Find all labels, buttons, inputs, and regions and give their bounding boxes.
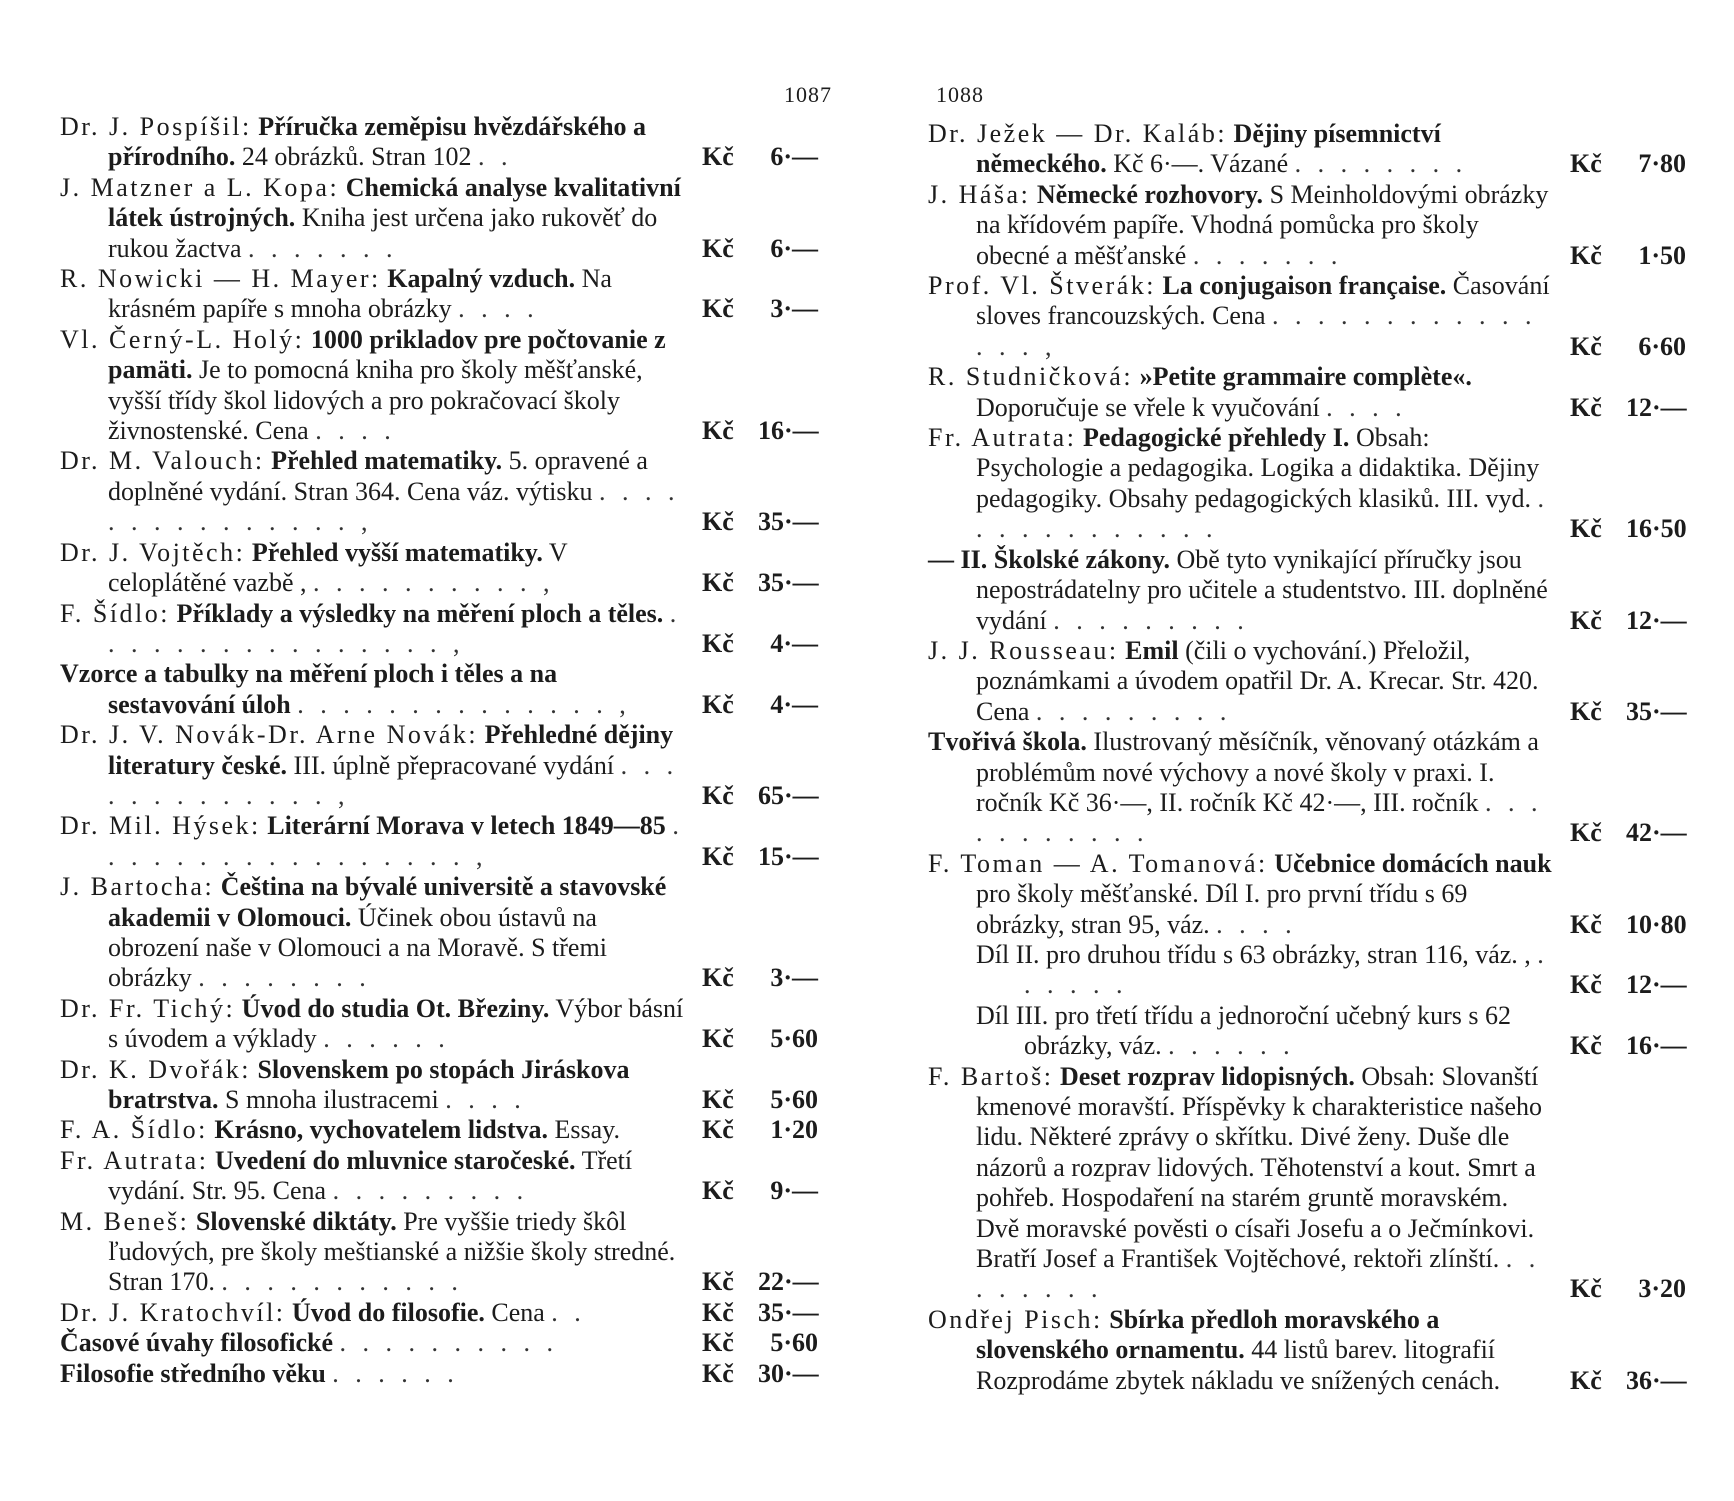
entry-description: S mnoha ilustracemi [224, 1085, 439, 1114]
catalog-entry [60, 173, 820, 264]
entry-author: Fr. Autrata: [60, 1145, 209, 1175]
entry-title: Časové úvahy filosofické [60, 1328, 333, 1358]
entry-price [702, 1359, 820, 1389]
entry-description: Kniha jest určena jako rukověť do rukou žactva [108, 203, 658, 263]
entry-leader-dots: . . . . . . . . . [332, 1176, 529, 1206]
currency-label: Kč [1570, 331, 1602, 361]
entry-description: Na krásném papíře s mnoha obrázky [108, 264, 612, 324]
entry-description: Výbor básní s úvodem a výklady [108, 993, 684, 1054]
price-amount: 1·20 [770, 1115, 818, 1145]
entry-price [702, 781, 820, 811]
entry-author: Ondřej Pisch: [928, 1304, 1103, 1334]
entry-title: Přehled vyšší matematiky. [251, 537, 543, 567]
entry-price [1570, 241, 1688, 271]
entry-leader-dots: . . . . . . [1024, 939, 1549, 1000]
catalog-entry [60, 112, 820, 173]
currency-label: Kč [702, 507, 734, 537]
entry-title: Příklady a výsledky na měření ploch a těles. [176, 598, 664, 628]
currency-label: Kč [1570, 240, 1602, 270]
entry-description: pro školy měšťanské. Díl I. pro první třídu s 69 obrázky, stran 95, váz. [976, 879, 1468, 939]
currency-label: Kč [702, 1267, 734, 1297]
catalog-entry [928, 1305, 1688, 1396]
entry-title: 1000 prikladov pre počtovanie z pamäti. [108, 324, 666, 385]
catalog-entry [928, 545, 1688, 636]
entry-author: J. Háša: [928, 179, 1031, 209]
entry-title: Dějiny písemnictví německého. [976, 119, 1441, 179]
currency-label: Kč [1570, 696, 1602, 726]
price-amount: 35·— [758, 507, 819, 537]
entry-description: 24 obrázků. Stran 102 [241, 142, 472, 172]
price-amount: 6·60 [1638, 331, 1686, 361]
price-amount: 9·— [770, 1176, 818, 1206]
catalog-entry [60, 538, 820, 599]
entry-title: Čeština na bývalé universitě a stavovské akademii v Olomouci. [108, 872, 667, 932]
entry-leader-dots: . . . . . . . [248, 233, 398, 263]
entry-price [1570, 606, 1688, 636]
entry-description: Obě tyto vynikající příručky jsou nepostrádatelny pro učitele a studentstvo. III. doplněné vydání [976, 544, 1548, 635]
entry-description: S Meinholdovými obrázky na křídovém papíře. Vhodná pomůcka pro školy obecné a měšťanské [976, 179, 1549, 270]
catalog-entry [928, 1062, 1688, 1305]
price-amount: 4·— [770, 628, 818, 658]
currency-label: Kč [702, 628, 734, 658]
catalog-entry [928, 271, 1688, 362]
entry-description: Třetí vydání. Str. 95. Cena [108, 1145, 633, 1206]
entry-leader-dots: . . . . . . . . [1294, 149, 1468, 179]
price-amount: 12·— [1626, 392, 1687, 422]
catalog-entry [928, 940, 1688, 1001]
entry-price [1570, 1031, 1688, 1061]
entry-price [702, 963, 820, 993]
page-number: 1088 [936, 82, 984, 107]
currency-label: Kč [1570, 605, 1602, 635]
entry-leader-dots: . . . . [1326, 392, 1407, 422]
entry-author: F. Šídlo: [60, 598, 171, 628]
catalog-entry [60, 325, 820, 447]
entry-title: Tvořivá škola. [928, 727, 1087, 757]
entry-price [702, 1115, 820, 1145]
entry-title: Pedagogické přehledy I. [1082, 423, 1350, 453]
entry-author: J. J. Rousseau: [928, 635, 1119, 665]
entry-title: Přehledné dějiny literatury české. [108, 720, 674, 780]
entry-description: Pre vyššie triedy škôl ľudových, pre školy meštianské a nižšie školy stredné. Stran 170. [108, 1206, 676, 1297]
entry-author: Dr. J. Kratochvíl: [60, 1297, 286, 1327]
entry-leader-dots: . . . . . . . . . . . . . , [108, 750, 679, 810]
currency-label: Kč [1570, 1031, 1602, 1061]
entry-price [702, 842, 820, 872]
currency-label: Kč [702, 416, 734, 446]
catalog-entry [60, 994, 820, 1055]
entry-leader-dots: . . . . [1216, 909, 1297, 939]
entry-author: J. Matzner a L. Kopa: [60, 172, 340, 202]
price-amount: 6·— [770, 142, 818, 172]
price-amount: 12·— [1626, 605, 1687, 635]
entry-description: Essay. [554, 1115, 620, 1145]
entry-author: Dr. Mil. Hýsek: [60, 811, 261, 841]
catalog-entry [60, 1055, 820, 1116]
catalog-list [60, 112, 820, 1389]
entry-price [702, 234, 820, 264]
entry-title: Úvod do filosofie. [292, 1297, 485, 1327]
entry-title: La conjugaison française. [1162, 271, 1447, 301]
entry-price [702, 1267, 820, 1297]
entry-price [702, 1085, 820, 1115]
entry-title: Emil [1125, 635, 1179, 665]
entry-leader-dots: . . . . . . . . . . . . . . . , [108, 476, 680, 537]
currency-label: Kč [1570, 970, 1602, 1000]
entry-title: Učebnice domácích nauk [1274, 848, 1552, 878]
entry-description: Je to pomocná kniha pro školy měšťanské, vyšší třídy škol lidových a pro pokračovací školy živnostenské. Cena [108, 355, 643, 446]
entry-description: Obsah: Psychologie a pedagogika. Logika a didaktika. Dějiny pedagogiky. Obsahy pedagogických klasiků. III. vyd. [976, 423, 1540, 513]
entry-leader-dots: . . . . . . . . . . . . . . . . , [108, 598, 682, 658]
price-amount: 35·— [758, 1297, 819, 1327]
catalog-entry [928, 362, 1688, 423]
catalog-entry [60, 1115, 820, 1145]
price-amount: 3·— [770, 294, 818, 324]
entry-title: Literární Morava v letech 1849—85 [267, 811, 666, 841]
entry-author: Vl. Černý-L. Holý: [60, 324, 305, 354]
price-amount: 16·— [758, 416, 819, 446]
entry-leader-dots: . . [478, 142, 513, 172]
price-amount: 16·— [1626, 1031, 1687, 1061]
entry-description: Účinek obou ústavů na obrození naše v Olomouci a na Moravě. S třemi obrázky [108, 902, 607, 993]
catalog-entry [928, 1001, 1688, 1062]
currency-label: Kč [1570, 1365, 1602, 1395]
entry-author: Dr. K. Dvořák: [60, 1054, 251, 1084]
currency-label: Kč [1570, 149, 1602, 179]
entry-price [1570, 1274, 1688, 1304]
price-amount: 3·— [770, 963, 818, 993]
entry-leader-dots: . . . . . . . . . . . [976, 787, 1543, 848]
entry-description: Časování sloves francouzských. Cena [976, 271, 1550, 331]
currency-label: Kč [702, 1297, 734, 1327]
catalog-entry [928, 119, 1688, 180]
entry-title: Chemická analyse kvalitativní látek ústrojných. [108, 172, 681, 233]
entry-title: Slovenskem po stopách Jiráskova bratrstva. [108, 1054, 630, 1114]
currency-label: Kč [702, 142, 734, 172]
entry-author: R. Studničková: [928, 362, 1134, 392]
price-amount: 35·— [758, 568, 819, 598]
catalog-entry [60, 720, 820, 811]
catalog-entry [928, 849, 1688, 940]
currency-label: Kč [1570, 818, 1602, 848]
entry-leader-dots: . . . . [458, 294, 539, 324]
price-amount: 65·— [758, 780, 819, 810]
catalog-entry [928, 727, 1688, 849]
entry-leader-dots: . . . . . . [1168, 1031, 1295, 1061]
entry-leader-dots: . . . . . . . . . . , [313, 568, 555, 598]
entry-author: M. Beneš: [60, 1206, 190, 1236]
entry-author: Dr. Ježek — Dr. Kaláb: [928, 119, 1228, 148]
price-amount: 3·20 [1638, 1274, 1686, 1304]
entry-price [1570, 970, 1688, 1000]
catalog-entry [60, 811, 820, 872]
entry-leader-dots: . . . . . . . . [198, 963, 371, 993]
entry-description: 44 listů barev. litografií Rozprodáme zbytek nákladu ve snížených cenách. [976, 1335, 1501, 1395]
entry-price [702, 507, 820, 537]
entry-price [1570, 332, 1688, 362]
catalog-entry [60, 599, 820, 660]
entry-author: Dr. J. V. Novák-Dr. Arne Novák: [60, 720, 479, 750]
currency-label: Kč [1570, 909, 1602, 939]
entry-author: Fr. Autrata: [928, 423, 1077, 453]
currency-label: Kč [702, 1024, 734, 1054]
entry-leader-dots: . . . . . . . . . . . . [976, 483, 1550, 544]
entry-description: III. úplně přepracované vydání [293, 750, 615, 780]
currency-label: Kč [702, 1328, 734, 1358]
entry-title: Slovenské diktáty. [195, 1206, 397, 1236]
price-amount: 22·— [758, 1267, 819, 1297]
entry-author: J. Bartocha: [60, 872, 215, 902]
entry-description: Doporučuje se vřele k vyučování [976, 392, 1320, 422]
entry-price [1570, 697, 1688, 727]
currency-label: Kč [702, 1085, 734, 1114]
currency-label: Kč [702, 841, 734, 871]
entry-leader-dots: . . . . . . [323, 1024, 450, 1054]
currency-label: Kč [702, 963, 734, 993]
entry-description: Obsah: Slovanští kmenové moravští. Příspěvky k charakteristice našeho lidu. Některé zprávy o skřítku. Divé ženy. Duše dle názorů a rozprav lidových. Těhotenství a kout. Smrt a pohřeb. Hospodaření na starém gruntě moravském. Dvě moravské pověsti o císaři Josefu a o Ječmínkovi. Bratří Josef a František Vojtěchové, rektoři zlínští. [976, 1061, 1543, 1274]
entry-leader-dots: . . . . [315, 416, 396, 446]
currency-label: Kč [1570, 514, 1602, 544]
entry-price [702, 568, 820, 598]
currency-label: Kč [702, 1115, 734, 1145]
entry-description: Díl II. pro druhou třídu s 63 obrázky, stran 116, váz. , [976, 939, 1531, 969]
catalog-entry [60, 446, 820, 537]
entry-description: Kč 6·—. Vázané [1113, 149, 1289, 179]
entry-title: Filosofie středního věku [60, 1358, 326, 1388]
entry-leader-dots: . . . . . . . . . . [339, 1328, 558, 1358]
entry-author: F. Toman — A. Tomanová: [928, 848, 1268, 878]
currency-label: Kč [702, 233, 734, 263]
currency-label: Kč [702, 1176, 734, 1206]
entry-description: V celoplátěné vazbě , [108, 537, 568, 598]
price-amount: 16·50 [1626, 514, 1687, 544]
catalog-list [928, 119, 1688, 1396]
entry-author: Dr. J. Pospíšil: [60, 112, 252, 141]
entry-price [702, 690, 820, 720]
price-amount: 6·— [770, 233, 818, 263]
entry-price [1570, 1366, 1688, 1396]
entry-description: 5. opravené a doplněné vydání. Stran 364. Cena váz. výtisku [108, 446, 648, 506]
entry-title: Německé rozhovory. [1036, 179, 1264, 209]
entry-author: Prof. Vl. Štverák: [928, 271, 1156, 301]
currency-label: Kč [1570, 392, 1602, 422]
entry-title: Kapalný vzduch. [387, 264, 576, 294]
entry-author: F. Bartoš: [928, 1061, 1054, 1091]
entry-description: Ilustrovaný měsíčník, věnovaný otázkám a problémům nové výchovy a nové školy v praxi. I. ročník Kč 36·—, II. ročník Kč 42·—, III. ročník [976, 727, 1539, 817]
entry-price [1570, 514, 1688, 544]
entry-leader-dots: . . . . . . . . . . . . . . . . . , [108, 811, 684, 871]
catalog-entry [60, 1298, 820, 1328]
price-amount: 10·80 [1626, 909, 1687, 939]
entry-title: Vzorce a tabulky na měření ploch i těles a na sestavování úloh [60, 659, 558, 719]
catalog-entry [60, 659, 820, 720]
price-amount: 30·— [758, 1358, 819, 1388]
catalog-entry [928, 423, 1688, 545]
entry-title: Úvod do studia Ot. Březiny. [241, 993, 550, 1023]
entry-leader-dots: . . [551, 1297, 586, 1327]
entry-leader-dots: . . . . . . [332, 1358, 459, 1388]
price-amount: 5·60 [770, 1085, 818, 1114]
entry-leader-dots: . . . . . . . [1192, 240, 1343, 270]
entry-price [1570, 393, 1688, 423]
entry-title: »Petite grammaire complète«. [1139, 362, 1472, 392]
entry-price [702, 294, 820, 324]
entry-price [702, 1298, 820, 1328]
entry-price [702, 142, 820, 172]
catalog-entry [928, 636, 1688, 727]
entry-description: Cena [491, 1297, 545, 1327]
entry-leader-dots: . . . . . . . . . . . . . . , [297, 689, 631, 719]
currency-label: Kč [702, 294, 734, 324]
entry-leader-dots: . . . . . . . . . . . . . . . , [976, 301, 1537, 361]
entry-price [1570, 818, 1688, 848]
entry-description: Díl III. pro třetí třídu a jednoroční učebný kurs s 62 obrázky, váz. [976, 1000, 1512, 1061]
catalog-entry [60, 1359, 820, 1389]
price-amount: 1·50 [1638, 240, 1686, 270]
entry-leader-dots: . . . . . . . . . [1053, 605, 1249, 635]
entry-leader-dots: . . . . . . . . [976, 1244, 1541, 1304]
entry-author: Dr. Fr. Tichý: [60, 993, 236, 1023]
entry-price [702, 629, 820, 659]
entry-title: — II. Školské zákony. [928, 544, 1171, 574]
currency-label: Kč [702, 1358, 734, 1388]
catalog-entry [928, 180, 1688, 271]
price-amount: 12·— [1626, 970, 1687, 1000]
currency-label: Kč [702, 689, 734, 719]
entry-price [702, 416, 820, 446]
entry-author: F. A. Šídlo: [60, 1115, 208, 1145]
price-amount: 15·— [758, 841, 819, 871]
entry-price [702, 1176, 820, 1206]
catalog-entry [60, 1146, 820, 1207]
page-number: 1087 [784, 82, 832, 107]
currency-label: Kč [1570, 1274, 1602, 1304]
currency-label: Kč [702, 780, 734, 810]
entry-title: Sbírka předloh moravského a slovenského ornamentu. [976, 1304, 1440, 1365]
price-amount: 5·60 [770, 1024, 818, 1054]
price-amount: 42·— [1626, 818, 1687, 848]
catalog-entry [60, 1328, 820, 1358]
entry-leader-dots: . . . . . . . . . [1035, 696, 1232, 726]
entry-price [1570, 149, 1688, 179]
price-amount: 7·80 [1638, 149, 1686, 179]
entry-title: Přehled matematiky. [271, 446, 503, 476]
currency-label: Kč [702, 568, 734, 598]
catalog-entry [60, 872, 820, 994]
entry-leader-dots: . . . . [445, 1085, 526, 1114]
entry-author: Dr. J. Vojtěch: [60, 537, 246, 567]
entry-title: Krásno, vychovatelem lidstva. [214, 1115, 549, 1145]
entry-price [702, 1024, 820, 1054]
entry-description: (čili o vychování.) Přeložil, poznámkami a úvodem opatřil Dr. A. Krecar. Str. 420. Cena [976, 635, 1539, 726]
entry-title: Příručka zeměpisu hvězdářského a přírodního. [108, 112, 647, 172]
price-amount: 35·— [1626, 696, 1687, 726]
price-amount: 5·60 [770, 1328, 818, 1358]
entry-author: Dr. M. Valouch: [60, 446, 265, 476]
entry-author: R. Nowicki — H. Mayer: [60, 264, 381, 294]
price-amount: 4·— [770, 689, 818, 719]
entry-title: Uvedení do mluvnice staročeské. [214, 1145, 576, 1175]
entry-price [702, 1328, 820, 1358]
price-amount: 36·— [1626, 1365, 1687, 1395]
entry-leader-dots: . . . . . . . . . . . [221, 1267, 463, 1297]
catalog-entry [60, 264, 820, 325]
entry-price [1570, 910, 1688, 940]
catalog-entry [60, 1207, 820, 1298]
entry-title: Deset rozprav lidopisných. [1059, 1061, 1355, 1091]
